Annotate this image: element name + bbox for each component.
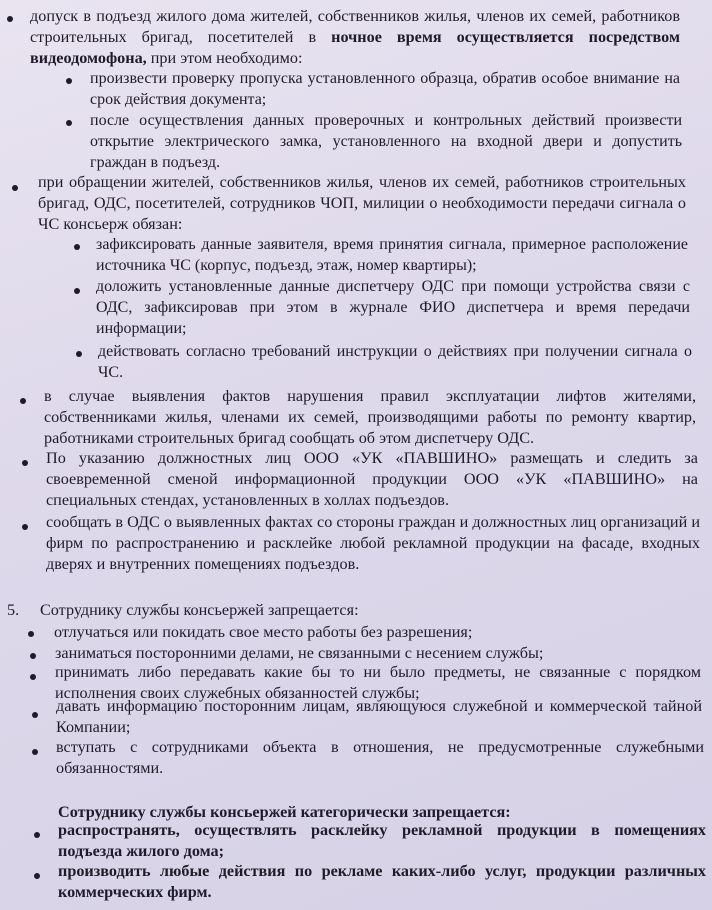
section-number: 5. — [7, 601, 20, 619]
prohibited-item-confidential-info: давать информацию посторонним лицам, являющуюся служебной и коммерческой тайной Компании; — [56, 697, 702, 736]
bullet-icon — [28, 631, 34, 637]
duty-emergency-signal: при обращении жителей, собственников жилья, членов их семей, работников строительных бригад, ОДС, посетителей, сотрудников ЧОП, милиции о необходимости передачи сигнала о ЧС консьерж обязан: — [38, 173, 686, 233]
bullet-icon — [66, 78, 72, 84]
subitem-record-data: зафиксировать данные заявителя, время принятия сигнала, примерное расположение источника ЧС (корпус, подъезд, этаж, номер квартиры); — [96, 236, 688, 274]
prohibited-item-leave-post: отлучаться или покидать свое место работы без разрешения; — [54, 623, 473, 641]
subitem-follow-instructions: действовать согласно требований инструкции о действиях при получении сигнала о ЧС. — [98, 343, 692, 381]
subitem-report-dispatcher: доложить установленные данные диспетчеру ОДС при помощи устройства связи с ОДС, зафиксировав при этом в журнале ФИО диспетчера и время передачи информации; — [96, 278, 690, 337]
bullet-icon — [32, 712, 38, 718]
prohibited-item-relations: вступать с сотрудниками объекта в отношения, не предусмотренные служебными обязанностями. — [56, 738, 704, 777]
bullet-icon — [22, 524, 28, 530]
bullet-icon — [34, 832, 40, 838]
paragraph-text: допуск в подъезд жилого дома жителей, собственников жилья, членов их семей, работников строительных бригад, посетителей в — [30, 7, 680, 46]
bullet-icon — [22, 460, 28, 466]
section-heading: Сотруднику службы консьержей запрещается: — [40, 601, 359, 619]
bullet-icon — [12, 185, 18, 191]
bullet-icon — [76, 351, 82, 357]
bold-phrase: ночное время осуществляется посредством видеодомофона, — [30, 28, 680, 67]
prohibited-item-other-affairs: заниматься посторонними делами, не связанными с несением службы; — [55, 644, 544, 662]
duty-report-advertising: сообщать в ОДС о выявленных фактах со стороны граждан и должностных лиц организаций и фирм по распространению и расклейке любой рекламной продукции на фасаде, входных дверях и внутренних помещениях подъездов. — [46, 513, 700, 573]
bullet-icon — [34, 873, 40, 879]
bullet-icon — [20, 398, 26, 404]
bullet-icon — [30, 653, 36, 659]
bullet-icon — [74, 244, 80, 250]
bullet-icon — [7, 16, 13, 22]
strict-item-advertising-posting: распространять, осуществлять расклейку рекламной продукции в помещениях подъезда жилого дома; — [58, 821, 706, 860]
strict-item-commercial-ads: производить любые действия по рекламе каких-либо услуг, продукции различных коммерческих фирм. — [58, 862, 706, 901]
bullet-icon — [66, 120, 72, 126]
subitem-pass-check: произвести проверку пропуска установленного образца, обратив особое внимание на срок действия документа; — [90, 70, 680, 108]
duty-video-intercom — [30, 6, 680, 69]
bullet-icon — [32, 749, 38, 755]
prohibited-item-objects: принимать либо передавать какие бы то ни было предметы, не связанные с порядком исполнения своих служебных обязанностей службы; — [55, 663, 701, 702]
duty-info-stands: По указанию должностных лиц ООО «УК «ПАВШИНО» размещать и следить за своевременной сменой информационной продукции ООО «УК «ПАВШИНО» на специальных стендах, установленных в холлах подъездов. — [46, 449, 698, 509]
bullet-icon — [30, 674, 36, 680]
strict-prohibition-heading: Сотруднику службы консьержей категорически запрещается: — [58, 803, 511, 821]
paragraph-text: при этом необходимо: — [146, 49, 303, 67]
duty-elevator-violations: в случае выявления фактов нарушения правил эксплуатации лифтов жителями, собственниками жилья, членами их семей, производящими работы по ремонту квартир, работниками строительных бригад сообщать об этом диспетчеру ОДС. — [44, 387, 696, 447]
bullet-icon — [74, 288, 80, 294]
subitem-open-lock: после осуществления данных проверочных и контрольных действий произвести открытие электрического замка, установленного на входной двери и допустить граждан в подъезд. — [90, 112, 682, 171]
